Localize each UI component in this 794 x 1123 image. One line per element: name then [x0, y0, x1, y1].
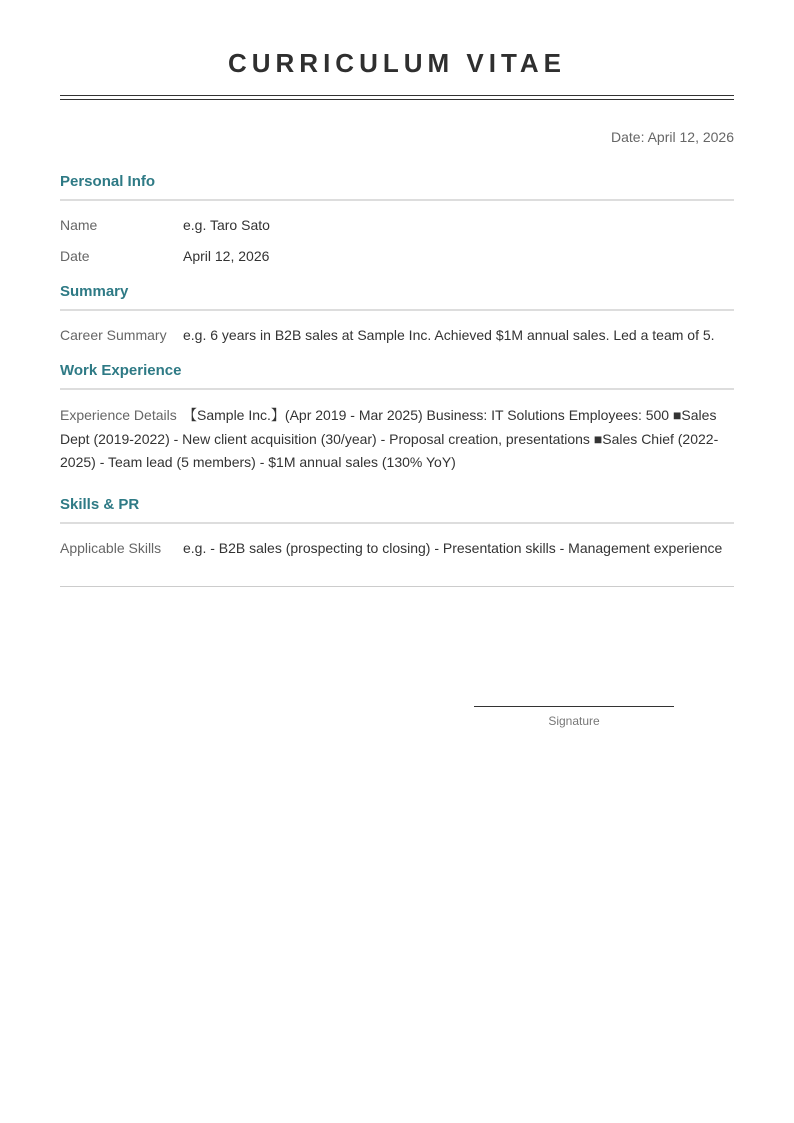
- signature-line: [474, 706, 674, 729]
- title-double-rule: [60, 95, 734, 100]
- content-end-rule: [60, 586, 734, 587]
- field-row-applicable-skills: [60, 538, 734, 558]
- document-date: Date: April 12, 2026: [611, 129, 734, 145]
- section-heading-summary: Summary: [60, 282, 734, 311]
- field-value-date: April 12, 2026: [183, 248, 270, 264]
- skills-fields: [60, 538, 734, 558]
- field-row-career-summary: [60, 325, 734, 345]
- field-label-name: Name: [60, 217, 98, 233]
- field-value-name: e.g. Taro Sato: [183, 217, 270, 233]
- field-value-career-summary: e.g. 6 years in B2B sales at Sample Inc. Achieved $1M annual sales. Led a team of 5.: [183, 327, 715, 343]
- section-heading-skills-pr: Skills & PR: [60, 495, 734, 524]
- field-label-date: Date: [60, 248, 90, 264]
- signature-label: Signature: [548, 714, 600, 728]
- document-title: CURRICULUM VITAE: [227, 48, 567, 78]
- field-value-applicable-skills: e.g. - B2B sales (prospecting to closing) - Presentation skills - Management experience: [183, 539, 723, 556]
- field-value-experience-details: 【Sample Inc.】(Apr 2019 - Mar 2025) Business: IT Solutions Employees: 500 ■Sales Dept (2019-2022) - New client acquisition (30/year) - Proposal creation, presentations ■Sales Chief (2022-2025) - Team lead (5 members) - $1M annual sales (130% YoY): [60, 407, 719, 470]
- personal-info-fields: [60, 215, 734, 266]
- field-label-applicable-skills: Applicable Skills: [60, 539, 162, 556]
- summary-fields: [60, 325, 734, 345]
- experience-details-block: [60, 404, 734, 475]
- cv-page: [60, 0, 734, 587]
- section-heading-personal-info: Personal Info: [60, 172, 734, 201]
- field-label-experience-details: Experience Details: [60, 407, 177, 423]
- field-label-career-summary: Career Summary: [60, 327, 167, 343]
- section-heading-work-experience: Work Experience: [60, 361, 734, 390]
- field-row-date: [60, 246, 734, 266]
- field-row-name: [60, 215, 734, 235]
